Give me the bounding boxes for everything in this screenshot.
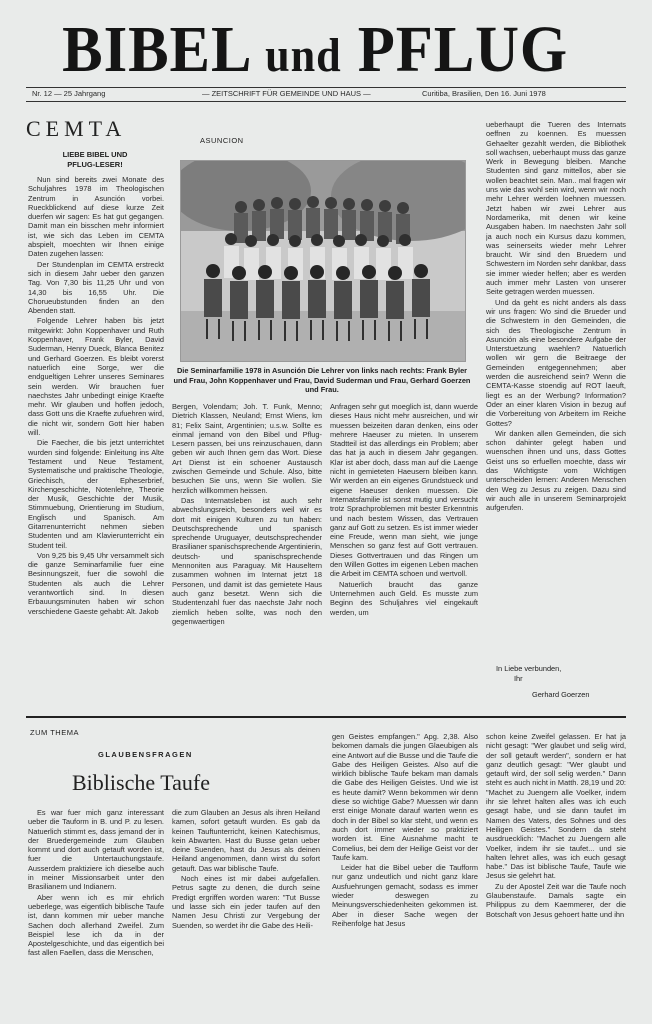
taufe-paragraph: Es war fuer mich ganz interessant ueber die Tauform in B. und P. zu lesen. Natuerlich stimmt es, dass jemand der in der Bruedergemeinde zum Glauben kommt und dort auch getauft worden ist, fuer die Untertauchungstaufe. Ausserdem praktiziere ich dieselbe auch in meiner Missionsarbeit unter den Brasilianern und Indianern. (28, 808, 164, 892)
photo-caption: Die Seminarfamilie 1978 in Asunción Die Lehrer von links nach rechts: Frank Byler und Frau, John Koppenhaver und Frau, David Suderman und Frau, Gerhard Goerzen und Frau. (173, 366, 471, 394)
section-title-cemta: CEMTA (26, 116, 127, 141)
issue-subtitle: — ZEITSCHRIFT FÜR GEMEINDE UND HAUS — (202, 89, 371, 98)
cemta-paragraph: Von 9,25 bis 9,45 Uhr versammelt sich die ganze Seminarfamilie fuer eine Besinnungszeit, fuer die sowohl die Studenten als auch die Lehrer verantwortlich sind. In diesen Erbauungsminuten haben wir schon verschiedene Gaeste gehabt: Alt. Jakob (28, 550, 164, 616)
taufe-paragraph: gen Geistes empfangen." Apg. 2,38. Also bekomen damals die jungen Glaeubigen als eine Antwort auf die Busse und die Taufe die Gabe des Heiligen Geistes. Also auf die wirklich biblische Taufe bekam man damals die Gabe des Heiligen Geistes. Und wie ist es heute damit? Wenn bekommen wir denn diese so wichtige Gabe? Muessen wir dann erst einige Monate darauf warten wenn es doch in der Bibel so klar steht, und wenn es auch dort immer wieder so praktiziert worden ist. Eine Ausnahme macht te Cornelius, bei dem der Heilige Geist vor der Taufe kam. (332, 732, 478, 862)
taufe-paragraph: die zum Glauben an Jesus als ihren Heiland kamen, sofort getauft wurden. Es gab da keinen Tauftunterricht, keinen Katechismus, kein Abwarten. Hast du Busse getan ueber deine Suenden, hast du Jesus als deinen Heiland angenommen, dann wirst du sofort getauft. Das war biblische Taufe. (172, 808, 320, 873)
taufe-paragraph: Leider hat die Bibel ueber die Taufform nur ganz undeutlich und nicht ganz klare Ausfuehrungen gemacht, sodass es immer wieder deswegen zu Meinungsverschiedenheiten gekommen ist. Aber in dieser Sache wegen der Reihenfolge hat Jesus (332, 863, 478, 928)
greeting-heading (30, 150, 160, 170)
cemta-column-3 (330, 402, 478, 700)
cemta-paragraph: Und da geht es nicht anders als dass wir uns fragen: Wo sind die Brueder und die Schwestern in den Gemeinden, die sich des Theologische Zentrum in Asunción als eine besondere Aufgabe der Unterstuetzung waehlen? Natuerlich wollen wir gern die Beitraege der Gemeinden entgegennehmen; aber werden die ausreichend sein? Wenn die CEMTA-Kasse stoendig auf ROT laeuft, liegt es an der Werbung? Information? Oder an einer klaren Vision in bezug auf die Vorbereitung von Arbeitern im Reiche Gottes? (486, 297, 626, 428)
signature-name: Gerhard Goerzen (532, 690, 590, 699)
masthead-rule-bottom (26, 101, 626, 102)
taufe-paragraph: Noch eines ist mir dabei aufgefallen. Petrus sagte zu denen, die durch seine Predigt ergriffen worden waren: "Tut Busse und lasse sich ein jeder taufen auf den Namen Jesu Christi zur Vergebung der Suenden, so werdet ihr die Gabe des Heili- (172, 874, 320, 930)
article-title-biblische-taufe: Biblische Taufe (72, 770, 210, 795)
greeting-line-1: LIEBE BIBEL UND (62, 150, 128, 159)
seminar-family-photo (180, 160, 466, 362)
closing-ihr: Ihr (514, 674, 523, 683)
taufe-paragraph: Zu der Apostel Zeit war die Taufe noch Glaubenstaufe. Damals sagte ein Philippus zu dem Kaemmerer, der die Botschaft von Jesus gehoert hatte und ihn (486, 881, 626, 919)
masthead-word-pflug: PFLUG (357, 13, 569, 86)
issue-number: Nr. 12 — 25 Jahrgang (32, 89, 106, 98)
taufe-paragraph: Aber wenn ich es mir ehrlich ueberlege, was eigentlich biblische Taufe ist, dann kommen mir ueber manche Sachen doch allerhand Zweifel. Zum Beispiel lese ich da in der Apostelgeschichte, und das eigentlich bei fast allen Faellen, dass die Menschen, (28, 892, 164, 958)
greeting-line-2: PFLUG-LESER! (67, 160, 123, 169)
issue-place-date: Curitiba, Brasilien, Den 16. Juni 1978 (422, 89, 546, 98)
cemta-paragraph: Das Internatsleben ist auch sehr abwechslungsreich, besonders weil wir es dort mit einigen Kulturen zu tun haben: Deutschsprechende und spanisch sprechende Uruguayer, deutschsprechender Brasilianer spanischsprechende Argentinierin, deutsch- und spanischsprechende Mennoniten aus Paraguay. Mit Hauseltern zusammen wohnen im Internat jetzt 18 Personen, und damit ist das gemietete Haus auch ganz besetzt. Wenn sich die Studentenzahl fuer das naechste Jahr noch ziemlich heben sollte, was noch den gegenwaertigen (172, 495, 322, 626)
cemta-paragraph: ueberhaupt die Tueren des Internats oeffnen zu koennen. Es muessen Gehaelter gezahlt werden, die Bibliothek soll wachsen, ueberhaupt muss das ganze Werk in Bewegung bleiben. Manche Studenten sind ganz mittellos, aber sie wollen beachtet sein. Man.. mal fragen wir uns wie das wohl sein wird, wenn wir noch mehr Lehrer werden loehnen muessen. Jetzt haben wir zwei Lehrer aus Nordamerika, mit denen wir keine Ausgaben haben. Im naechsten Jahr soll ja auch noch ein Kursus dazu kommen, was seinerseits wieder mehr Lehrer braucht. Wir sind den Bruedern und Schwestern im Norden sehr dankbar, dass sie immer wieder helfen; aber es werden auch immer mehr Lasten von unserer Seite getragen werden muessen. (486, 120, 626, 297)
cemta-column-1 (28, 175, 164, 695)
taufe-column-3 (332, 732, 478, 1016)
cemta-paragraph: Natuerlich braucht das ganze Unternehmen auch Geld. Es musste zum Beginn des Schuljahres viel eingekauft werden, um (330, 579, 478, 617)
masthead-word-bibel: BIBEL (62, 13, 250, 86)
taufe-column-4 (486, 732, 626, 1016)
taufe-column-2 (172, 808, 320, 1016)
cemta-paragraph: Nun sind bereits zwei Monate des Schuljahres 1978 im Theologischen Zentrum in Asunción vorbei. Rueckblickend auf diese kurze Zeit duerfen wir sagen: Es hat gut gegangen. Damit man ein bisschen mehr informiert ist, wie sich das Leben im CEMTA abspielt, moechten wir Ihnen einige Daten zugehen lassen: (28, 175, 164, 259)
section-label-zum-thema: ZUM THEMA (30, 728, 79, 737)
masthead-title (52, 14, 578, 86)
cemta-column-2 (172, 402, 322, 700)
issue-line (30, 88, 630, 100)
closing-line: In Liebe verbunden, (496, 664, 562, 673)
cemta-paragraph: Bergen, Volendam; Joh. T. Funk, Menno; Dietrich Klassen, Neuland; Ernst Wiens, km 81; Felix Saint, Argentinien; u.s.w. Sollte es einmal jemand von den Bibel und Pflug-Lesern passen, bei uns reinzuschauen, dann geben wir auch Ihnen gern das Wort. Diese Art Dienst ist ein schoener Austausch zwischen Gemeinde und Schule. Also, bitte besuchen Sie uns, wenn Sie wollen. Sie herzlich willkommen heissen. (172, 402, 322, 495)
group-photo-illustration (181, 161, 466, 362)
kicker-glaubensfragen: GLAUBENSFRAGEN (98, 750, 193, 759)
cemta-paragraph: Wir danken allen Gemeinden, die sich schon dahinter gelegt haben und wuenschen ihnen und uns, dass Gottes Geist uns so erfuellen moechte, dass wir das Wichtigste vom Wichtigen unterscheiden lernen: Anderen Menschen den Weg zu Jesus zu zeigen. Dazu sind wir auch alle in unserem Seminarprojekt aufgerufen. (486, 428, 626, 513)
taufe-paragraph: schon keine Zweifel gelassen. Er hat ja nicht gesagt: "Wer glaubet und selig wird, der soll getauft werden", sondern er hat ganz deutlich gesagt: "Wer glaubt und getauft wird, der soll selig werden." Dann steht es auch nicht in Matth. 28,19 und 20: "Machet zu Juengern alle Voelker, indem ihr sie lehret halten alles was ich euch gesagt habe, und sie dann taufet im Namen des Vaters, des Sohnes und des Heiligen Geistes." Sondern da steht ausdruecklich: "Machet zu Juengern alle Voelker, indem ihr sie taufet... und sie halten lehret alles, was ich euch gesagt habe." Das ist biblische Taufe, Taufe wie Jesus sie gelehrt hat. (486, 732, 626, 881)
masthead-word-und: und (265, 29, 342, 82)
cemta-column-4 (486, 120, 626, 660)
cemta-paragraph: Der Stundenplan im CEMTA erstreckt sich in diesem Jahr ueber den ganzen Tag. Von 7,30 bis 11,25 Uhr und von 14,30 bis 16,55 Uhr. Die Chorueubstunden finden an den Abenden statt. (28, 259, 164, 316)
photo-location-label: ASUNCION (200, 136, 244, 145)
cemta-paragraph: Die Faecher, die bis jetzt unterrichtet wurden sind folgende: Einleitung ins Alte Testament und Neue Testament, Systematische und praktische Theologie, Griechisch, der Epheserbrief, Kirchengeschichte, Notenlehre, Theorie der Musik, Geschichte der Musik, Stimmuebung, Orientierung im Studium, Englisch und Spanisch. Am Gitarrenunterricht nehmen sieben Studenten und am Klavierunterricht ein Student teil. (28, 438, 164, 550)
taufe-column-1 (28, 808, 164, 1016)
cemta-paragraph: Folgende Lehrer haben bis jetzt mitgewirkt: John Koppenhaver und Ruth Koppenhaver, Frank Byler, David Suderman, Henry Dueck, Blanca Benitez und Gerhard Goerzen. Es bleibt vorerst natuerlich eine Sorge, wer die endgueltigen Lehrer unseres Seminares sein werden. Wir brauchen fuer naechstes Jahr unbedingt einige Kraefte mehr. Wir glauben und hoffen jedoch, dass Gott uns die Kraefte zufuehren wird, die nicht wir, sondern Gott hier haben will. (28, 316, 164, 438)
cemta-paragraph: Anfragen sehr gut moeglich ist, dann wuerde dieses Haus nicht mehr ausreichen, und wir muessen beizeiten daran denken, eins oder mehrere Haeuser zu mieten. In unserem Stadtteil ist das allerdings ein Problem; aber das hat ja auch in diesem Jahr gegangen. Klar ist aber doch, dass man auf die Laenge nicht in gemieteten Haeusern bleiben kann. Wir werden an ein eigenes Grundstueck und eigene Haeuser denken muessen. Die Internatsfamilie ist sonst mutig und versucht trotz Sprachproblemen mit bester Erkenntnis und nach bestem Wissen, das Vertrauen ganz auf Gott zu setzen. Es ist immer wieder eine Freude, wenn man sieht, wie junge Menschen so ganz fest auf Gott vertrauen. Dieses Gottvertrauen und das Ringen um den Willen Gottes im eigenen Leben machen die Arbeit im CEMTA schoen und wertvoll. (330, 402, 478, 579)
section-divider (26, 716, 626, 718)
